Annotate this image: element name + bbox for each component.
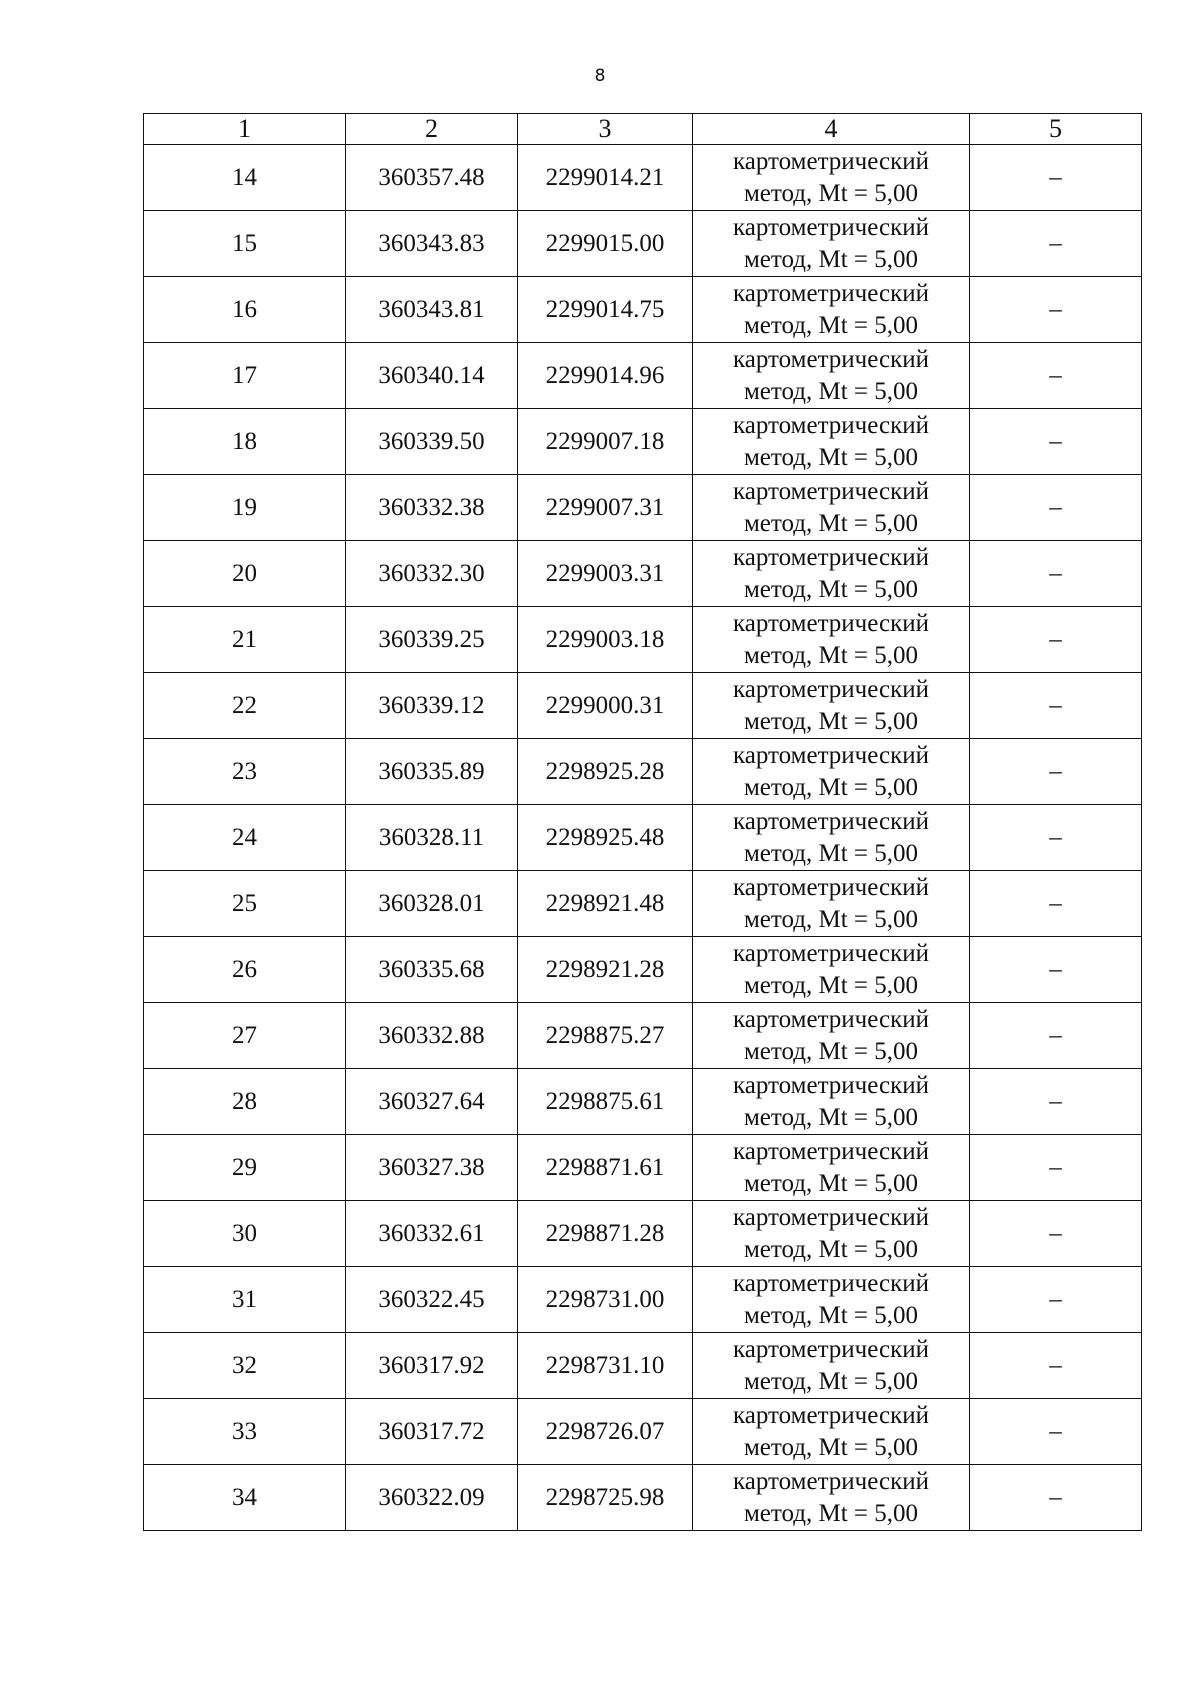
method-line-1: картометрический bbox=[733, 939, 929, 967]
note-cell: – bbox=[970, 343, 1142, 409]
point-number-cell: 30 bbox=[144, 1201, 346, 1267]
method-line-2: метод, Mt = 5,00 bbox=[743, 1433, 919, 1461]
method-line-2: метод, Mt = 5,00 bbox=[743, 575, 919, 603]
x-coordinate-cell: 360317.92 bbox=[346, 1333, 518, 1399]
point-number-cell: 32 bbox=[144, 1333, 346, 1399]
method-line-2: метод, Mt = 5,00 bbox=[743, 179, 919, 207]
y-coordinate-cell: 2298875.61 bbox=[518, 1069, 693, 1135]
method-line-1: картометрический bbox=[733, 741, 929, 769]
point-number-cell: 27 bbox=[144, 1003, 346, 1069]
method-line-2: метод, Mt = 5,00 bbox=[743, 1301, 919, 1329]
y-coordinate-cell: 2298925.28 bbox=[518, 739, 693, 805]
note-cell: – bbox=[970, 409, 1142, 475]
y-coordinate-cell: 2298871.28 bbox=[518, 1201, 693, 1267]
method-cell bbox=[693, 937, 970, 1003]
point-number-cell: 31 bbox=[144, 1267, 346, 1333]
method-line-1: картометрический bbox=[733, 609, 929, 637]
note-cell: – bbox=[970, 607, 1142, 673]
method-cell bbox=[693, 1003, 970, 1069]
x-coordinate-cell: 360332.30 bbox=[346, 541, 518, 607]
y-coordinate-cell: 2299014.96 bbox=[518, 343, 693, 409]
y-coordinate-cell: 2298925.48 bbox=[518, 805, 693, 871]
method-cell bbox=[693, 475, 970, 541]
method-line-1: картометрический bbox=[733, 873, 929, 901]
table-row bbox=[144, 1069, 1142, 1135]
table-row bbox=[144, 871, 1142, 937]
y-coordinate-cell: 2299003.18 bbox=[518, 607, 693, 673]
method-line-1: картометрический bbox=[733, 411, 929, 439]
method-cell bbox=[693, 739, 970, 805]
point-number-cell: 19 bbox=[144, 475, 346, 541]
method-cell bbox=[693, 1201, 970, 1267]
x-coordinate-cell: 360317.72 bbox=[346, 1399, 518, 1465]
method-line-2: метод, Mt = 5,00 bbox=[743, 311, 919, 339]
y-coordinate-cell: 2299014.21 bbox=[518, 145, 693, 211]
point-number-cell: 17 bbox=[144, 343, 346, 409]
x-coordinate-cell: 360332.61 bbox=[346, 1201, 518, 1267]
method-line-1: картометрический bbox=[733, 807, 929, 835]
method-line-1: картометрический bbox=[733, 1005, 929, 1033]
method-cell bbox=[693, 409, 970, 475]
method-line-2: метод, Mt = 5,00 bbox=[743, 905, 919, 933]
method-line-1: картометрический bbox=[733, 1269, 929, 1297]
x-coordinate-cell: 360357.48 bbox=[346, 145, 518, 211]
y-coordinate-cell: 2298875.27 bbox=[518, 1003, 693, 1069]
method-line-2: метод, Mt = 5,00 bbox=[743, 641, 919, 669]
method-line-2: метод, Mt = 5,00 bbox=[743, 971, 919, 999]
method-cell bbox=[693, 871, 970, 937]
method-cell bbox=[693, 1399, 970, 1465]
table-header bbox=[144, 114, 1142, 145]
method-line-1: картометрический bbox=[733, 477, 929, 505]
table-body bbox=[144, 145, 1142, 1531]
table-row bbox=[144, 541, 1142, 607]
x-coordinate-cell: 360332.38 bbox=[346, 475, 518, 541]
note-cell: – bbox=[970, 871, 1142, 937]
table-row bbox=[144, 805, 1142, 871]
y-coordinate-cell: 2298725.98 bbox=[518, 1465, 693, 1531]
x-coordinate-cell: 360343.83 bbox=[346, 211, 518, 277]
page-number: 8 bbox=[594, 66, 606, 86]
point-number-cell: 14 bbox=[144, 145, 346, 211]
method-line-1: картометрический bbox=[733, 213, 929, 241]
header-col-2: 2 bbox=[346, 114, 518, 145]
y-coordinate-cell: 2298871.61 bbox=[518, 1135, 693, 1201]
table-row bbox=[144, 1135, 1142, 1201]
x-coordinate-cell: 360327.38 bbox=[346, 1135, 518, 1201]
x-coordinate-cell: 360335.89 bbox=[346, 739, 518, 805]
point-number-cell: 26 bbox=[144, 937, 346, 1003]
method-line-1: картометрический bbox=[733, 1401, 929, 1429]
note-cell: – bbox=[970, 145, 1142, 211]
point-number-cell: 29 bbox=[144, 1135, 346, 1201]
method-cell bbox=[693, 1135, 970, 1201]
y-coordinate-cell: 2298731.00 bbox=[518, 1267, 693, 1333]
method-line-1: картометрический bbox=[733, 1335, 929, 1363]
method-cell bbox=[693, 541, 970, 607]
table-row bbox=[144, 937, 1142, 1003]
x-coordinate-cell: 360332.88 bbox=[346, 1003, 518, 1069]
method-line-2: метод, Mt = 5,00 bbox=[743, 377, 919, 405]
method-line-1: картометрический bbox=[733, 345, 929, 373]
method-line-1: картометрический bbox=[733, 279, 929, 307]
method-cell bbox=[693, 1465, 970, 1531]
y-coordinate-cell: 2299015.00 bbox=[518, 211, 693, 277]
y-coordinate-cell: 2298921.28 bbox=[518, 937, 693, 1003]
note-cell: – bbox=[970, 211, 1142, 277]
note-cell: – bbox=[970, 1333, 1142, 1399]
method-line-1: картометрический bbox=[733, 675, 929, 703]
table-row bbox=[144, 1267, 1142, 1333]
x-coordinate-cell: 360340.14 bbox=[346, 343, 518, 409]
method-line-2: метод, Mt = 5,00 bbox=[743, 1499, 919, 1527]
table-row bbox=[144, 1399, 1142, 1465]
method-line-2: метод, Mt = 5,00 bbox=[743, 1367, 919, 1395]
y-coordinate-cell: 2299003.31 bbox=[518, 541, 693, 607]
point-number-cell: 28 bbox=[144, 1069, 346, 1135]
note-cell: – bbox=[970, 937, 1142, 1003]
y-coordinate-cell: 2298731.10 bbox=[518, 1333, 693, 1399]
x-coordinate-cell: 360327.64 bbox=[346, 1069, 518, 1135]
y-coordinate-cell: 2298726.07 bbox=[518, 1399, 693, 1465]
x-coordinate-cell: 360339.50 bbox=[346, 409, 518, 475]
note-cell: – bbox=[970, 739, 1142, 805]
point-number-cell: 34 bbox=[144, 1465, 346, 1531]
method-line-1: картометрический bbox=[733, 1071, 929, 1099]
point-number-cell: 18 bbox=[144, 409, 346, 475]
table-row bbox=[144, 409, 1142, 475]
method-line-1: картометрический bbox=[733, 543, 929, 571]
note-cell: – bbox=[970, 1069, 1142, 1135]
y-coordinate-cell: 2299000.31 bbox=[518, 673, 693, 739]
method-cell bbox=[693, 211, 970, 277]
table-row bbox=[144, 475, 1142, 541]
x-coordinate-cell: 360328.11 bbox=[346, 805, 518, 871]
method-line-1: картометрический bbox=[733, 1203, 929, 1231]
note-cell: – bbox=[970, 1201, 1142, 1267]
method-cell bbox=[693, 145, 970, 211]
x-coordinate-cell: 360343.81 bbox=[346, 277, 518, 343]
table-row bbox=[144, 673, 1142, 739]
x-coordinate-cell: 360339.12 bbox=[346, 673, 518, 739]
table-row bbox=[144, 1465, 1142, 1531]
method-cell bbox=[693, 673, 970, 739]
table-row bbox=[144, 607, 1142, 673]
method-cell bbox=[693, 805, 970, 871]
y-coordinate-cell: 2298921.48 bbox=[518, 871, 693, 937]
note-cell: – bbox=[970, 1465, 1142, 1531]
note-cell: – bbox=[970, 1399, 1142, 1465]
method-line-1: картометрический bbox=[733, 1137, 929, 1165]
point-number-cell: 33 bbox=[144, 1399, 346, 1465]
table-row bbox=[144, 277, 1142, 343]
method-line-2: метод, Mt = 5,00 bbox=[743, 443, 919, 471]
method-cell bbox=[693, 1333, 970, 1399]
note-cell: – bbox=[970, 1003, 1142, 1069]
table-row bbox=[144, 211, 1142, 277]
note-cell: – bbox=[970, 805, 1142, 871]
x-coordinate-cell: 360328.01 bbox=[346, 871, 518, 937]
note-cell: – bbox=[970, 673, 1142, 739]
table-row bbox=[144, 1333, 1142, 1399]
point-number-cell: 22 bbox=[144, 673, 346, 739]
x-coordinate-cell: 360322.45 bbox=[346, 1267, 518, 1333]
point-number-cell: 24 bbox=[144, 805, 346, 871]
method-line-2: метод, Mt = 5,00 bbox=[743, 245, 919, 273]
method-cell bbox=[693, 1267, 970, 1333]
header-col-3: 3 bbox=[518, 114, 693, 145]
method-cell bbox=[693, 277, 970, 343]
y-coordinate-cell: 2299014.75 bbox=[518, 277, 693, 343]
table-row bbox=[144, 145, 1142, 211]
x-coordinate-cell: 360339.25 bbox=[346, 607, 518, 673]
method-cell bbox=[693, 607, 970, 673]
coordinates-table bbox=[143, 113, 1142, 1531]
point-number-cell: 21 bbox=[144, 607, 346, 673]
method-line-2: метод, Mt = 5,00 bbox=[743, 839, 919, 867]
note-cell: – bbox=[970, 541, 1142, 607]
point-number-cell: 15 bbox=[144, 211, 346, 277]
method-line-1: картометрический bbox=[733, 1467, 929, 1495]
method-line-2: метод, Mt = 5,00 bbox=[743, 1103, 919, 1131]
point-number-cell: 23 bbox=[144, 739, 346, 805]
table-row bbox=[144, 1003, 1142, 1069]
header-col-4: 4 bbox=[693, 114, 970, 145]
point-number-cell: 20 bbox=[144, 541, 346, 607]
table-row bbox=[144, 343, 1142, 409]
method-cell bbox=[693, 343, 970, 409]
method-line-2: метод, Mt = 5,00 bbox=[743, 509, 919, 537]
method-line-2: метод, Mt = 5,00 bbox=[743, 1169, 919, 1197]
method-line-2: метод, Mt = 5,00 bbox=[743, 1235, 919, 1263]
method-line-2: метод, Mt = 5,00 bbox=[743, 707, 919, 735]
note-cell: – bbox=[970, 1135, 1142, 1201]
table-row bbox=[144, 739, 1142, 805]
x-coordinate-cell: 360322.09 bbox=[346, 1465, 518, 1531]
header-row bbox=[144, 114, 1142, 145]
table-row bbox=[144, 1201, 1142, 1267]
note-cell: – bbox=[970, 1267, 1142, 1333]
point-number-cell: 25 bbox=[144, 871, 346, 937]
point-number-cell: 16 bbox=[144, 277, 346, 343]
y-coordinate-cell: 2299007.18 bbox=[518, 409, 693, 475]
header-col-5: 5 bbox=[970, 114, 1142, 145]
note-cell: – bbox=[970, 475, 1142, 541]
method-line-1: картометрический bbox=[733, 147, 929, 175]
y-coordinate-cell: 2299007.31 bbox=[518, 475, 693, 541]
header-col-1: 1 bbox=[144, 114, 346, 145]
x-coordinate-cell: 360335.68 bbox=[346, 937, 518, 1003]
method-line-2: метод, Mt = 5,00 bbox=[743, 773, 919, 801]
method-cell bbox=[693, 1069, 970, 1135]
note-cell: – bbox=[970, 277, 1142, 343]
method-line-2: метод, Mt = 5,00 bbox=[743, 1037, 919, 1065]
